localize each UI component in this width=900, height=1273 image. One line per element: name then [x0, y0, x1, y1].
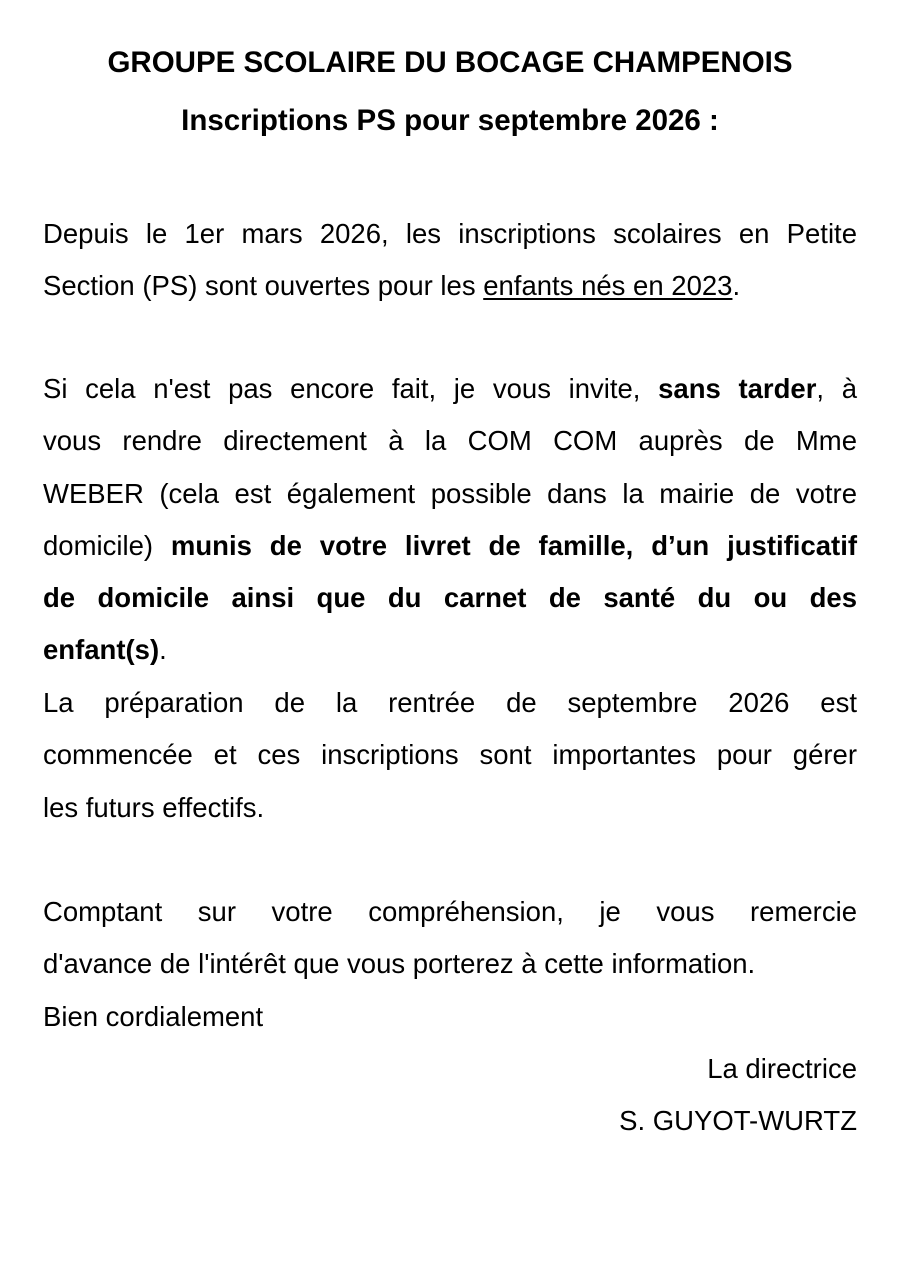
paragraph-line: Depuis le 1er mars 2026, les inscriptions scolaires en Petite	[43, 218, 857, 249]
paragraph-text: domicile)	[43, 529, 171, 561]
paragraph-line: vous rendre directement à la COM COM auprès de Mme	[43, 425, 857, 457]
paragraph-text: .	[159, 634, 167, 666]
paragraph-closing	[43, 886, 857, 1043]
school-name-heading: GROUPE SCOLAIRE DU BOCAGE CHAMPENOIS	[107, 46, 793, 79]
paragraph-line: d'avance de l'intérêt que vous porterez à cette information.	[43, 948, 756, 980]
paragraph-line	[43, 260, 857, 312]
document-page	[43, 0, 857, 1273]
paragraph-line: La préparation de la rentrée de septembre 2026 est	[43, 687, 857, 718]
paragraph-line: WEBER (cela est également possible dans la mairie de votre	[43, 477, 857, 509]
paragraph-enrollment-open	[43, 208, 857, 313]
paragraph-text: .	[732, 270, 741, 302]
paragraph-line	[43, 363, 857, 415]
paragraph-line	[43, 624, 857, 676]
paragraph-line: commencée et ces inscriptions sont importantes pour gérer	[43, 739, 857, 771]
paragraph-text: Si cela n'est pas encore fait, je vous invite,	[43, 373, 659, 404]
closing-greeting: Bien cordialement	[43, 1000, 264, 1032]
bold-enfants: enfant(s)	[43, 634, 160, 666]
paragraph-line: les futurs effectifs.	[43, 791, 265, 823]
bold-required-documents: munis de votre livret de famille, d’un justificatif	[170, 529, 857, 561]
paragraph-line: Comptant sur votre compréhension, je vous remercie	[43, 896, 857, 927]
paragraph-invitation	[43, 363, 857, 677]
underlined-children-born: enfants nés en 2023	[483, 270, 733, 302]
paragraph-text: Section (PS) sont ouvertes pour les	[43, 270, 484, 302]
paragraph-text: , à	[816, 373, 857, 404]
paragraph-line	[43, 520, 857, 572]
signature-name: S. GUYOT-WURTZ	[619, 1105, 857, 1136]
signature-role: La directrice	[707, 1053, 857, 1084]
paragraph-line-bold: de domicile ainsi que du carnet de santé du ou des	[43, 582, 857, 614]
bold-sans-tarder: sans tarder	[658, 373, 817, 404]
paragraph-preparation	[43, 677, 857, 834]
subtitle-heading: Inscriptions PS pour septembre 2026 :	[181, 104, 719, 137]
